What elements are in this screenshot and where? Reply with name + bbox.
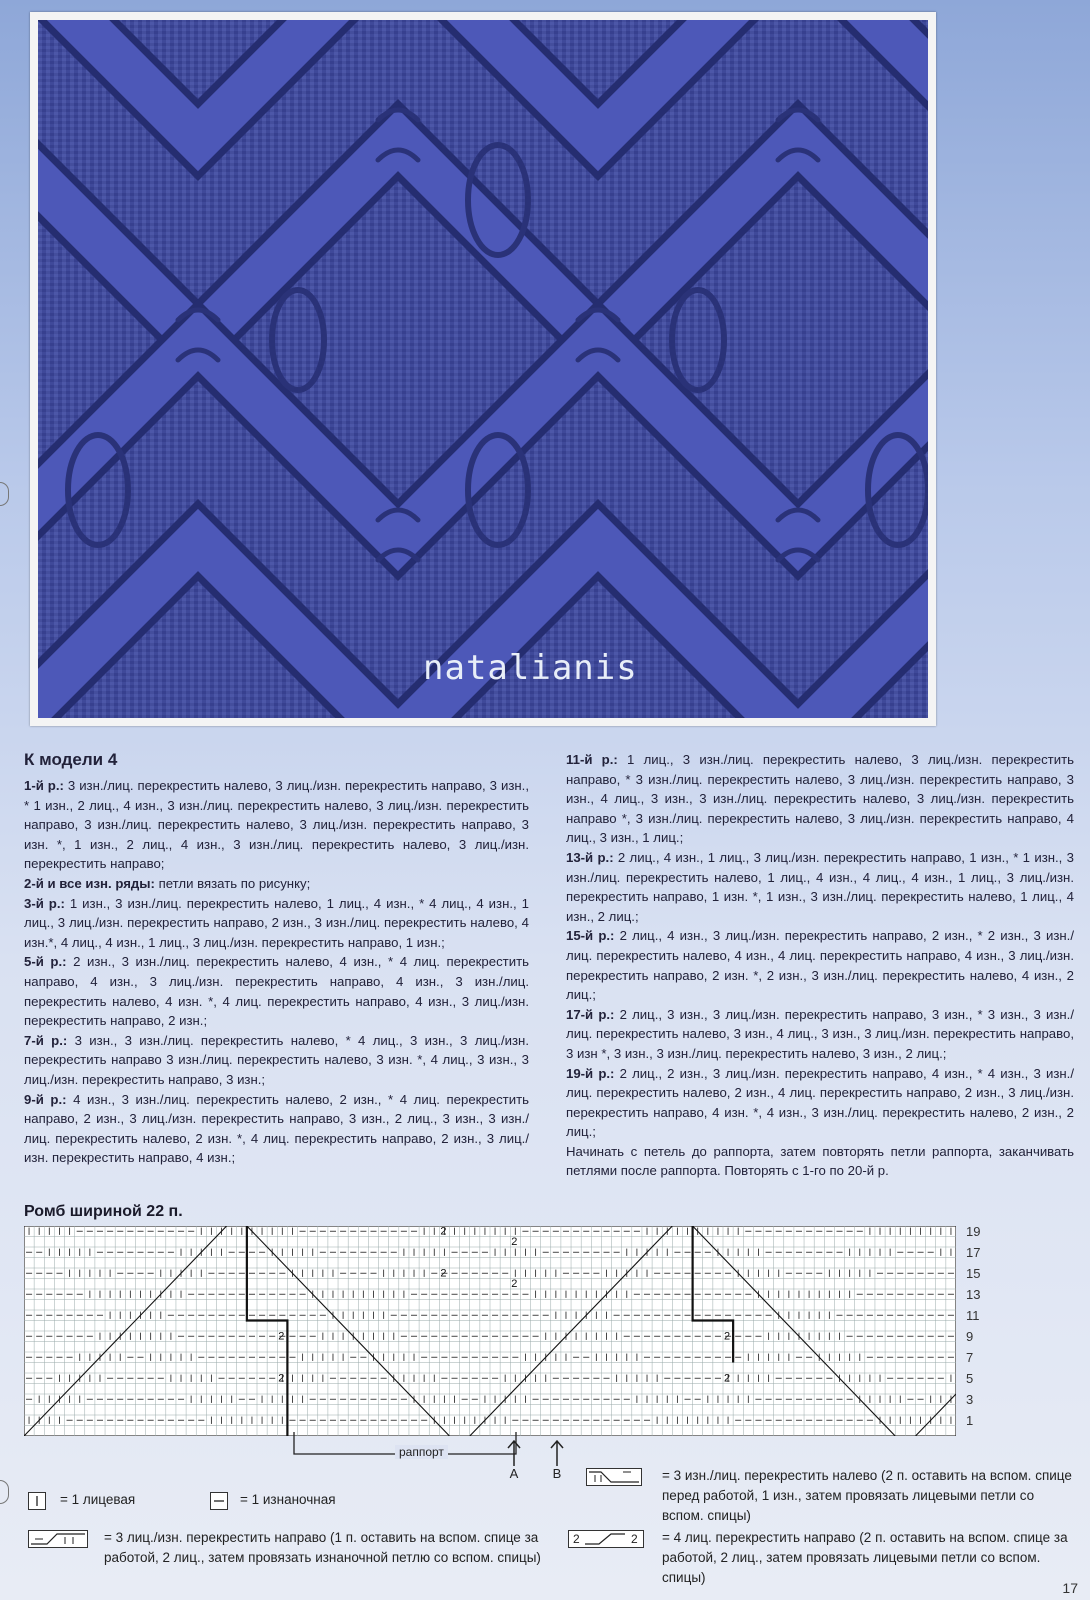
swatch-photo — [38, 20, 928, 718]
row-label: 19-й р.: — [566, 1065, 615, 1081]
row-instruction — [566, 750, 1074, 848]
row-text: 2 лиц., 4 изн., 3 лиц./изн. перекрестить направо, 2 изн., * 2 изн., 3 изн./лиц. перекрестить налево, 4 изн., 4 лиц. перекрестить направо, 4 изн., 3 лиц./изн. перекрестить направо, 2 изн. *, 2 изн., 3 изн./лиц. перекрестить налево, 4 изн., 2 лиц.; — [566, 928, 1074, 1003]
row-label: 5-й р.: — [24, 954, 67, 970]
cross-right-3-symbol-icon — [28, 1530, 88, 1548]
marker-a-label: A — [509, 1466, 519, 1481]
row-label: 15-й р.: — [566, 928, 615, 944]
instructions-left-column — [24, 750, 529, 1168]
swatch-photo-frame — [30, 12, 936, 726]
svg-text:2: 2 — [631, 1532, 638, 1546]
legend-cross-left: = 3 изн./лиц. перекрестить налево (2 п. оставить на вспом. спице перед работой, 1 изн., затем провязать лицевыми петли со вспом. спицы) — [662, 1468, 1072, 1523]
marker-b-arrow-icon — [547, 1438, 567, 1468]
row-text: 2 лиц., 3 изн., 3 лиц./изн. перекрестить направо, 3 изн., * 3 изн., 3 изн./лиц. перекрестить налево, 3 изн., 4 лиц., 3 изн., 3 лиц./изн. перекрестить направо, 3 изн *, 3 изн., 3 изн./лиц. перекрестить налево, 3 изн., 2 лиц.; — [566, 1006, 1074, 1061]
row-number: 9 — [966, 1329, 974, 1344]
marker-b-label: B — [552, 1466, 562, 1481]
page-number: 17 — [1062, 1580, 1078, 1596]
svg-text:2: 2 — [573, 1532, 580, 1546]
row-number: 13 — [966, 1287, 981, 1302]
row-number: 1 — [966, 1413, 974, 1428]
row-instruction — [24, 952, 529, 1030]
row-number: 5 — [966, 1371, 974, 1386]
margin-tab — [0, 1480, 9, 1504]
rapport-label: раппорт — [395, 1445, 448, 1459]
row-label: 13-й р.: — [566, 849, 614, 865]
cross-4-marker: 2 — [724, 1372, 731, 1385]
knit-symbol-icon — [28, 1492, 46, 1510]
cross-4-marker: 2 — [511, 1236, 518, 1248]
row-instruction — [566, 926, 1074, 1004]
row-label: 9-й р.: — [24, 1091, 67, 1107]
row-label: 7-й р.: — [24, 1032, 68, 1048]
row-label: 17-й р.: — [566, 1006, 615, 1022]
row-instruction — [24, 1031, 529, 1090]
cross-4-marker: 2 — [511, 1278, 518, 1290]
row-text: 2 лиц., 2 изн., 3 лиц./изн. перекрестить направо, 4 изн., * 4 изн., 3 изн./лиц. перекрестить налево, 2 изн., 4 лиц. перекрестить направо, 2 изн., 3 лиц./изн. перекрестить направо, 4 изн. *, 4 изн., 3 изн./лиц. перекрестить налево, 2 изн., 2 лиц.; — [566, 1065, 1074, 1140]
row-instruction — [566, 848, 1074, 926]
row-instruction — [24, 776, 529, 874]
row-text: петли вязать по рисунку; — [154, 875, 311, 891]
instructions-right-column — [566, 750, 1074, 1181]
row-number: 15 — [966, 1266, 981, 1281]
legend-purl: = 1 изнаночная — [240, 1492, 336, 1507]
cross-right-4-symbol-icon — [568, 1530, 644, 1548]
knitting-chart — [24, 1226, 956, 1436]
row-label: 11-й р.: — [566, 752, 618, 767]
repeat-note: Начинать с петель до раппорта, затем повторять петли раппорта, заканчивать петлями после раппорта. Повторять с 1-го по 20-й р. — [566, 1143, 1074, 1179]
row-label: 3-й р.: — [24, 895, 65, 911]
cross-4-marker: 2 — [440, 1226, 447, 1238]
cross-4-marker: 2 — [724, 1330, 731, 1343]
row-number: 19 — [966, 1224, 981, 1239]
row-text: 3 изн./лиц. перекрестить налево, 3 лиц./изн. перекрестить направо, 3 изн., * 1 изн., 2 лиц., 4 изн., 3 изн./лиц. перекрестить налево, 3 лиц./изн. перекрестить направо, 3 изн./лиц. перекрестить налево, 3 лиц./изн. перекрестить направо, 3 изн. *, 1 изн., 2 лиц., 4 изн., 3 изн./лиц. перекрестить налево, 3 лиц./изн. перекрестить направо; — [24, 778, 530, 872]
row-number: 11 — [966, 1308, 980, 1323]
row-text: 1 изн., 3 изн./лиц. перекрестить налево, 1 лиц., 4 изн., * 4 лиц., 4 изн., 1 лиц., 3 лиц./изн. перекрестить направо, 2 изн., 3 изн./лиц. перекрестить налево, 4 изн.*, 4 лиц., 4 изн., 1 лиц., 3 лиц./изн. перекрестить направо, 1 изн.; — [24, 895, 529, 950]
legend-cross-right-3: = 3 лиц./изн. перекрестить направо (1 п. оставить на вспом. спице за работой, 2 лиц., затем провязать изнаночной петлю со вспом. спицы) — [104, 1530, 541, 1565]
row-label: 2-й и все изн. ряды: — [24, 875, 155, 891]
cross-4-marker: 2 — [440, 1267, 447, 1280]
legend-cross-right-4: = 4 лиц. перекрестить направо (2 п. оставить на вспом. спице за работой, 2 лиц., затем провязать лицевыми петли со вспом. спицы) — [662, 1530, 1068, 1585]
marker-a-arrow-icon — [504, 1438, 524, 1468]
row-number: 3 — [966, 1392, 974, 1407]
row-instruction — [566, 1005, 1074, 1064]
cross-left-symbol-icon — [586, 1468, 642, 1486]
model-title: К модели 4 — [24, 750, 118, 769]
row-text: 2 лиц., 4 изн., 1 лиц., 3 лиц./изн. перекрестить направо, 1 изн., * 1 изн., 3 изн./лиц. перекрестить налево, 1 лиц., 4 изн., 4 лиц., 4 изн., 1 лиц., 3 лиц./изн. перекрестить направо, 1 изн. *, 1 изн., 3 изн./лиц. перекрестить налево, 1 лиц., 4 изн., 2 лиц.; — [566, 849, 1074, 924]
row-number: 17 — [966, 1245, 981, 1260]
knitting-chart-grid — [24, 1226, 956, 1436]
row-number: 7 — [966, 1350, 974, 1365]
row-instruction — [566, 1064, 1074, 1142]
row-text: 2 изн., 3 изн./лиц. перекрестить налево, 4 изн., * 4 лиц. перекрестить направо, 4 изн., 3 лиц./изн. перекрестить направо, 4 изн., 3 изн./лиц. перекрестить налево, 4 изн. *, 4 лиц. перекрестить направо, 4 изн., 3 лиц./изн. перекрестить направо, 2 изн.; — [24, 954, 529, 1029]
row-text: 4 изн., 3 изн./лиц. перекрестить налево, 2 изн., * 4 лиц. перекрестить направо, 2 изн., 3 лиц./изн. перекрестить направо, 3 изн., 2 лиц., 3 изн., 3 изн./лиц. перекрестить налево, 2 изн. *, 4 лиц. перекрестить направо, 2 изн., 3 лиц./изн. перекрестить направо, 4 изн.; — [24, 1091, 529, 1166]
row-label: 1-й р.: — [24, 778, 64, 793]
row-instruction — [24, 874, 529, 894]
watermark: natalianis — [423, 648, 638, 688]
cable-pattern-illustration — [38, 20, 928, 718]
purl-symbol-icon — [210, 1492, 228, 1510]
cross-4-marker: 2 — [278, 1372, 285, 1385]
chart-title: Ромб шириной 22 п. — [24, 1203, 183, 1220]
row-instruction — [24, 894, 529, 953]
chart-row-numbers — [966, 1226, 1006, 1436]
legend-knit: = 1 лицевая — [60, 1492, 136, 1507]
row-instruction — [24, 1090, 529, 1168]
row-text: 3 изн., 3 изн./лиц. перекрестить налево, * 4 лиц., 3 изн., 3 лиц./изн. перекрестить направо 3 изн./лиц. перекрестить налево, 3 изн. *, 4 лиц., 3 изн., 3 лиц./изн. перекрестить направо, 3 изн.; — [24, 1032, 529, 1087]
cross-4-marker: 2 — [278, 1330, 285, 1343]
margin-tab — [0, 482, 9, 506]
row-text: 1 лиц., 3 изн./лиц. перекрестить налево, 3 лиц./изн. перекрестить направо, * 3 изн./лиц. перекрестить налево, 3 лиц./изн. перекрестить направо, 3 изн., 4 лиц., 3 изн., 3 изн./лиц. перекрестить налево, 3 лиц./изн. перекрестить направо *, 3 изн./лиц. перекрестить налево, 3 лиц./изн. перекрестить направо, 4 лиц., 3 изн., 1 лиц.; — [566, 752, 1074, 846]
